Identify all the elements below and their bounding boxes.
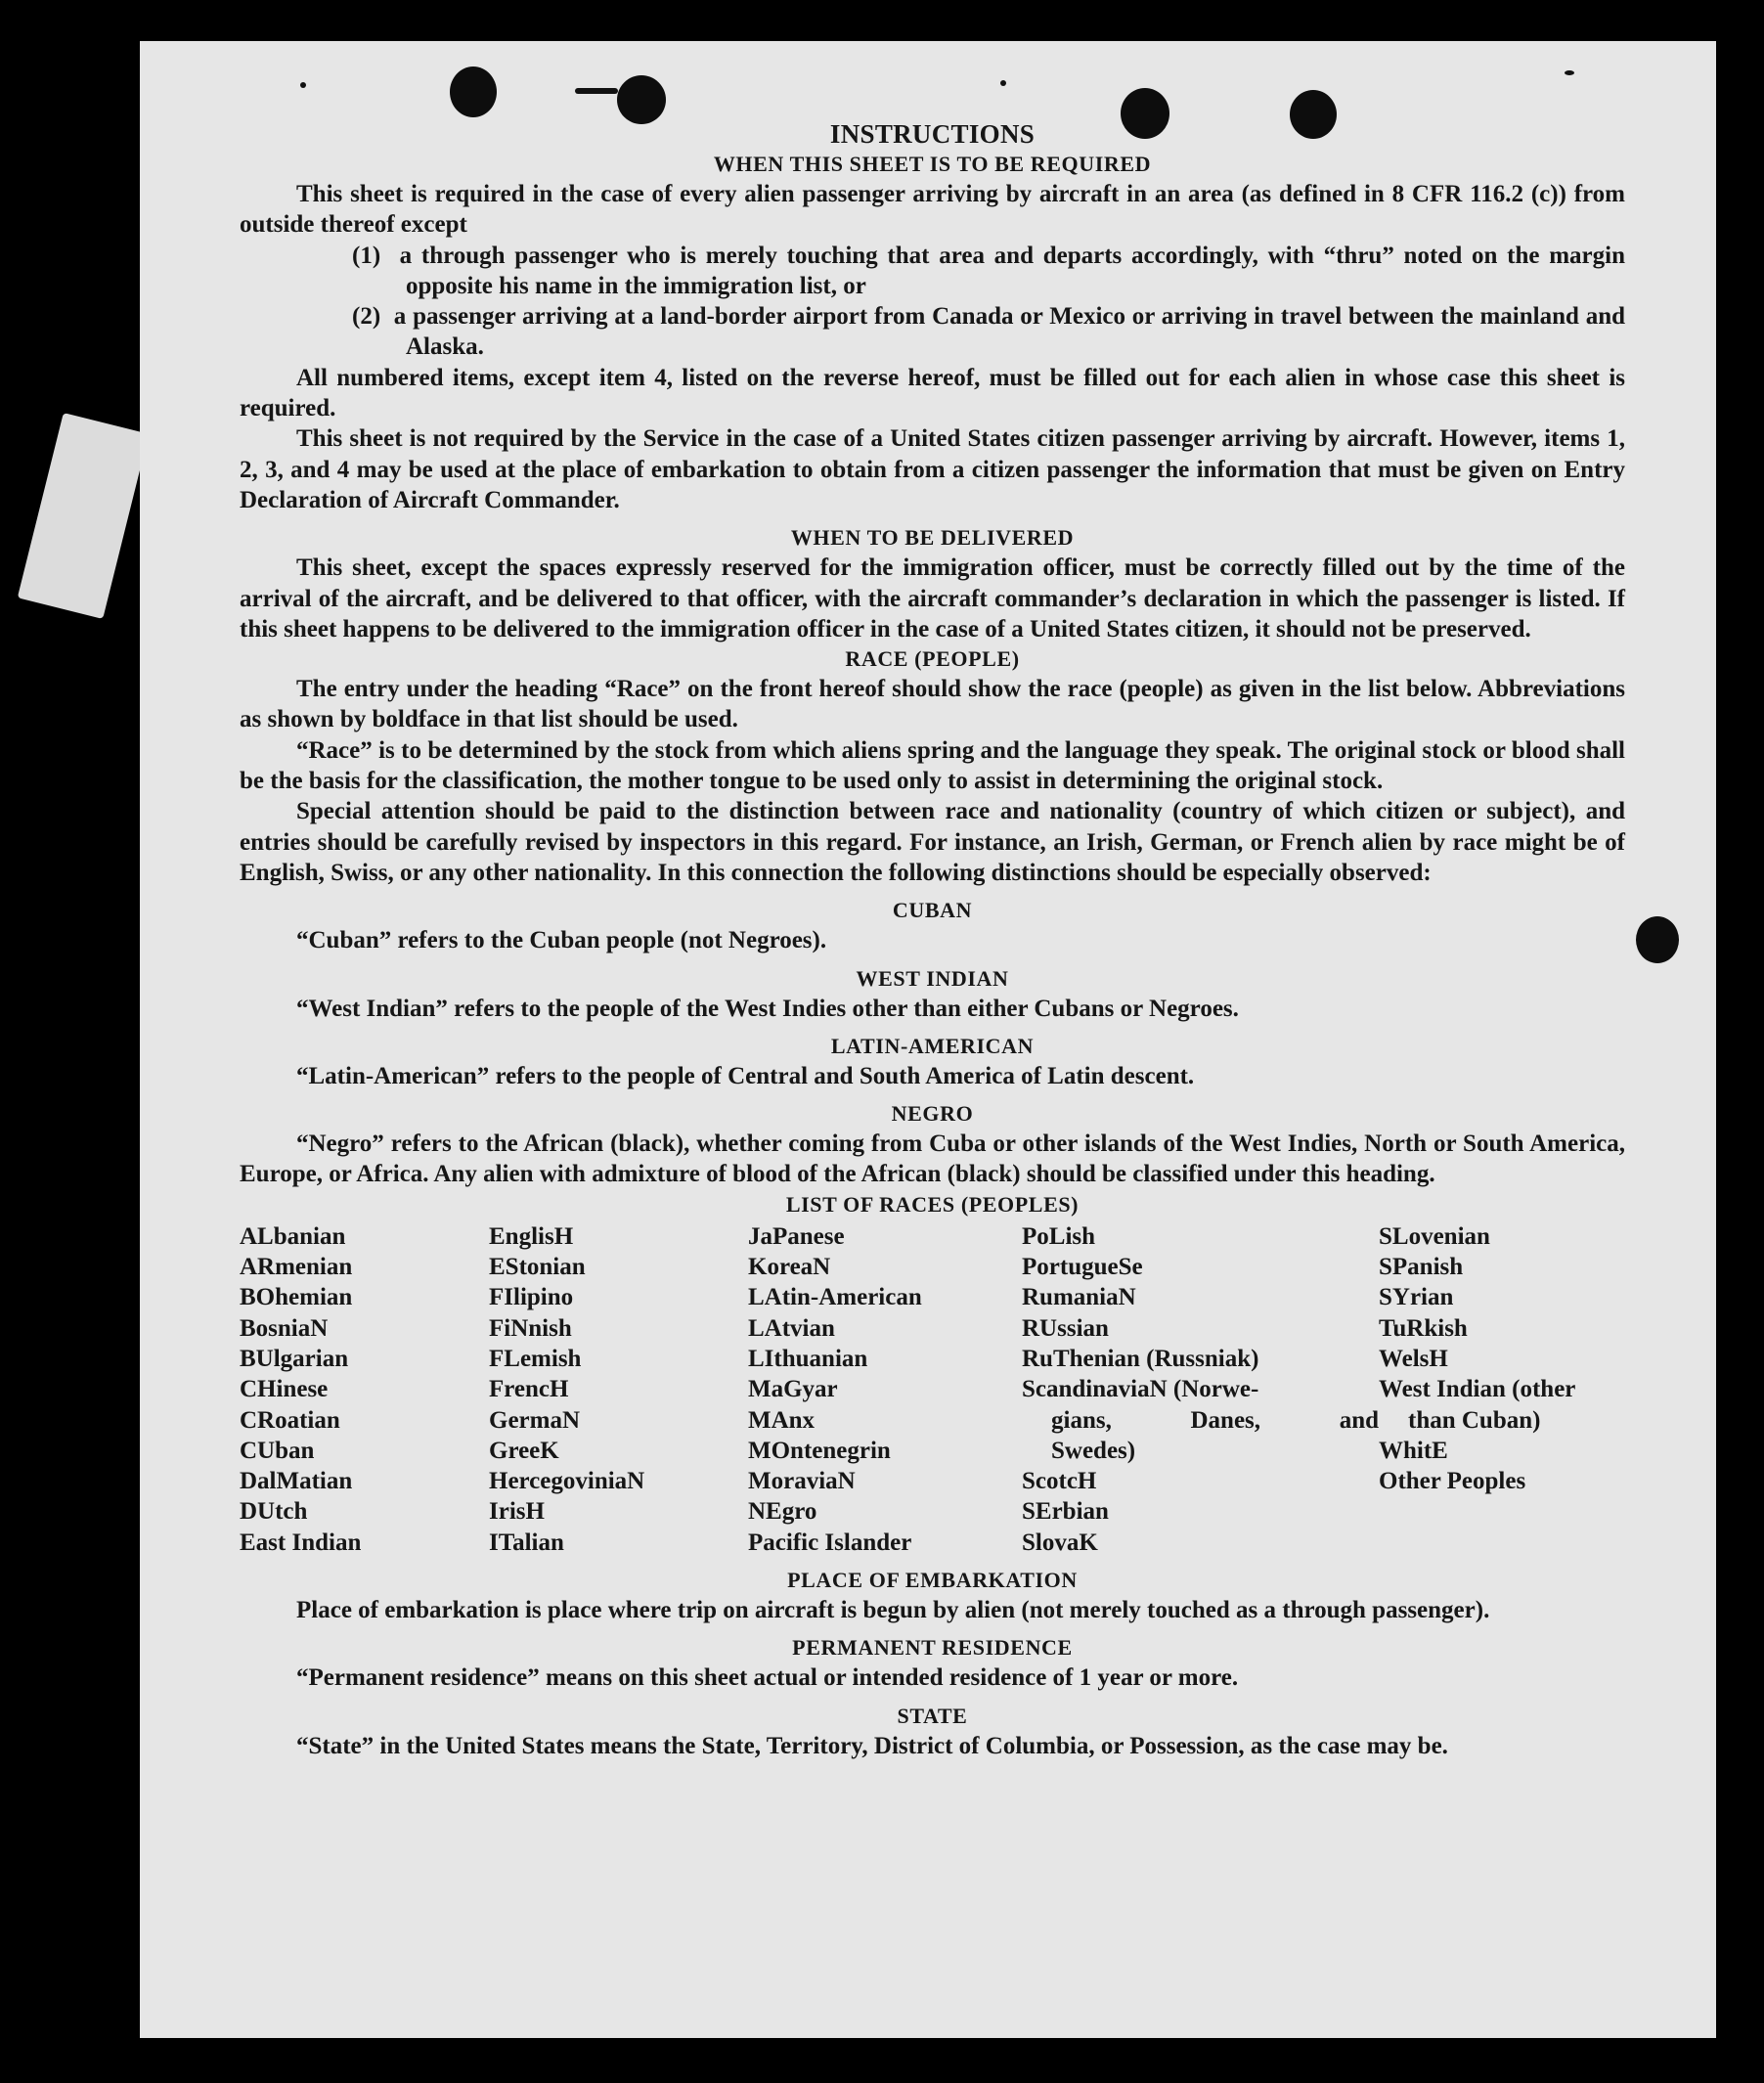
race-entry: DUtch <box>240 1498 308 1526</box>
race-entry: MoraviaN <box>748 1468 856 1495</box>
section-heading: NEGRO <box>891 1101 974 1127</box>
race-entry: GreeK <box>489 1437 559 1464</box>
race-entry: FLemish <box>489 1345 582 1372</box>
paragraph: “State” in the United States means the State, Territory, District of Columbia, or Possession, as the case may be. <box>296 1732 1448 1759</box>
race-entry: DalMatian <box>240 1468 353 1495</box>
race-entry: SYrian <box>1379 1284 1454 1311</box>
ink-speck <box>300 82 306 88</box>
paragraph: “Negro” refers to the African (black), whether coming from Cuba or other islands of the West Indies, North or South America, Europe, or Africa. Any alien with admixture of blood of the African (black) should be classified under this heading. <box>240 1130 1625 1188</box>
races-column <box>240 1221 489 1558</box>
race-entry: FiNnish <box>489 1314 572 1342</box>
instructions-text <box>240 119 1625 1761</box>
torn-paper-fragment <box>18 413 150 619</box>
race-entry: RumaniaN <box>1022 1284 1136 1311</box>
punch-hole <box>617 75 666 124</box>
race-entry: SlovaK <box>1022 1529 1098 1556</box>
ink-speck <box>1000 80 1006 86</box>
race-entry: Other Peoples <box>1379 1468 1526 1495</box>
list-item <box>240 241 1625 302</box>
section-heading: CUBAN <box>892 898 973 923</box>
section-heading: LATIN-AMERICAN <box>830 1033 1035 1058</box>
race-entry: NEgro <box>748 1498 817 1526</box>
race-entry: ScandinaviaN (Norwe- <box>1022 1376 1259 1403</box>
race-entry: West Indian (other <box>1379 1376 1576 1403</box>
race-entry: MaGyar <box>748 1376 838 1403</box>
section-heading: RACE (PEOPLE) <box>845 646 1020 672</box>
paragraph: Place of embarkation is place where trip on aircraft is begun by alien (not merely touched as a through passenger). <box>296 1596 1490 1623</box>
race-entry: RUssian <box>1022 1314 1109 1342</box>
item-text: a passenger arriving at a land-border airport from Canada or Mexico or arriving in travel between the mainland and Alaska. <box>393 303 1626 361</box>
race-entry: BUlgarian <box>240 1345 349 1372</box>
race-entry: CRoatian <box>240 1406 340 1434</box>
race-entry: East Indian <box>240 1529 362 1556</box>
section-heading: WHEN TO BE DELIVERED <box>790 525 1075 551</box>
page-title: INSTRUCTIONS <box>829 119 1036 149</box>
paragraph: This sheet, except the spaces expressly reserved for the immigration officer, must be correctly filled out by the time of the arrival of the aircraft, and be delivered to that officer, with the aircraft commander’s declaration in which the passenger is listed. If this sheet happens to be delivered to the immigration officer in the case of a United States citizen, it should not be preserved. <box>240 554 1625 643</box>
race-entry: ITalian <box>489 1529 564 1556</box>
races-list <box>240 1221 1625 1558</box>
races-column <box>489 1221 748 1558</box>
race-entry: PortugueSe <box>1022 1254 1143 1281</box>
race-entry: LAtin-American <box>748 1284 922 1311</box>
race-entry: BosniaN <box>240 1314 329 1342</box>
race-entry: PoLish <box>1022 1222 1096 1250</box>
race-entry: RuThenian (Russniak) <box>1022 1345 1259 1372</box>
race-entry: SErbian <box>1022 1498 1109 1526</box>
section-heading: PLACE OF EMBARKATION <box>787 1567 1078 1592</box>
section-heading: WEST INDIAN <box>856 965 1009 991</box>
race-entry: ALbanian <box>240 1222 346 1250</box>
race-entry: LIthuanian <box>748 1345 868 1372</box>
paragraph: This sheet is not required by the Service in the case of a United States citizen passenger arriving by aircraft. However, items 1, 2, 3, and 4 may be used at the place of embarkation to obtain from a citizen passenger the information that must be given on Entry Declaration of Aircraft Commander. <box>240 425 1625 513</box>
section-heading: PERMANENT RESIDENCE <box>792 1635 1073 1661</box>
punch-hole <box>450 66 497 117</box>
race-entry: than Cuban) <box>1408 1406 1541 1434</box>
section-heading: LIST OF RACES (PEOPLES) <box>785 1191 1080 1217</box>
race-entry: HercegoviniaN <box>489 1468 645 1495</box>
list-item <box>240 301 1625 363</box>
race-entry: CUban <box>240 1437 315 1464</box>
paragraph: “West Indian” refers to the people of the West Indies other than either Cubans or Negroes. <box>296 995 1239 1022</box>
paragraph: “Latin-American” refers to the people of Central and South America of Latin descent. <box>296 1062 1195 1089</box>
race-entry: Swedes) <box>1051 1437 1136 1464</box>
paragraph: “Race” is to be determined by the stock from which aliens spring and the language they speak. The original stock or blood shall be the basis for the classification, the mother tongue to be used only to assist in determining the original stock. <box>240 736 1625 795</box>
race-entry: LAtvian <box>748 1314 835 1342</box>
item-number: (2) <box>352 303 381 331</box>
section-heading: WHEN THIS SHEET IS TO BE REQUIRED <box>713 152 1152 176</box>
race-entry: EnglisH <box>489 1222 574 1250</box>
race-entry: GermaN <box>489 1406 581 1434</box>
paragraph: The entry under the heading “Race” on the front hereof should show the race (people) as given in the list below. Abbreviations as shown by boldface in that list should be used. <box>240 676 1625 733</box>
races-column <box>1022 1221 1379 1558</box>
item-text: a through passenger who is merely touching that area and departs accordingly, with “thru” noted on the margin opposite his name in the immigration list, or <box>399 242 1626 299</box>
race-entry: gians, Danes, and <box>1051 1406 1379 1434</box>
punch-hole <box>1636 916 1679 963</box>
race-entry: FIlipino <box>489 1284 574 1311</box>
race-entry: BOhemian <box>240 1284 353 1311</box>
race-entry: IrisH <box>489 1498 545 1526</box>
race-entry: CHinese <box>240 1376 329 1403</box>
paragraph: Special attention should be paid to the distinction between race and nationality (country of which citizen or subject), and entries should be carefully revised by inspectors in this regard. For instance, an Irish, German, or French alien by race might be of English, Swiss, or any other nationality. In this connection the following distinctions should be especially observed: <box>240 798 1625 886</box>
paragraph: “Cuban” refers to the Cuban people (not Negroes). <box>296 927 827 954</box>
race-entry: ARmenian <box>240 1254 353 1281</box>
race-entry: SLovenian <box>1379 1222 1490 1250</box>
race-entry: FrencH <box>489 1376 569 1403</box>
races-column <box>1379 1221 1625 1558</box>
race-entry: WelsH <box>1379 1345 1448 1372</box>
race-entry: WhitE <box>1379 1437 1448 1464</box>
race-entry: KoreaN <box>748 1254 831 1281</box>
item-number: (1) <box>352 242 381 269</box>
race-entry: TuRkish <box>1379 1314 1468 1342</box>
paragraph: This sheet is required in the case of every alien passenger arriving by aircraft in an area (as defined in 8 CFR 116.2 (c)) from outside thereof except <box>240 181 1625 239</box>
race-entry: ScotcH <box>1022 1468 1097 1495</box>
race-entry: MAnx <box>748 1406 816 1434</box>
race-entry: MOntenegrin <box>748 1437 891 1464</box>
paragraph: All numbered items, except item 4, listed on the reverse hereof, must be filled out for each alien in whose case this sheet is required. <box>240 364 1625 422</box>
ink-speck <box>575 88 618 94</box>
race-entry: JaPanese <box>748 1222 845 1250</box>
paragraph: “Permanent residence” means on this sheet actual or intended residence of 1 year or more. <box>296 1664 1239 1692</box>
races-column <box>748 1221 1022 1558</box>
race-entry: Pacific Islander <box>748 1529 912 1556</box>
ink-speck <box>1565 70 1574 75</box>
race-entry: SPanish <box>1379 1254 1464 1281</box>
race-entry: EStonian <box>489 1254 586 1281</box>
section-heading: STATE <box>897 1703 968 1728</box>
